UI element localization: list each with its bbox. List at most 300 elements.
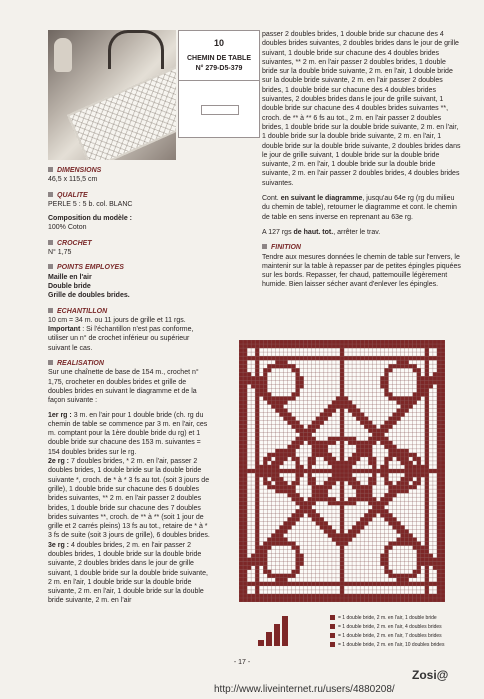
- chart-cell: [316, 421, 320, 425]
- continuation-text: passer 2 doubles brides, 1 double bride sur chacune des 4 doubles brides suivantes, 2 doubles brides dans le jour de grille suivant, 1 double bride sur chacune des 4 doubles brides suivantes, ** 2 m. en l'air passer 2 doubles brides, 1 double bride sur la double bride suivante, 2 m. en l'air, 1 double bride sur la double bride suivante, 2 m. en l'air passer 2 doubles brides, 1 double bride sur chacune des 4 doubles brides suivantes, 2 doubles brides dans le jour de grille suivant, 1 double bride sur chacune des 4 doubles brides suivantes **, croch. de ** à ** 6 fs au tot., 2 m. en l'air passer 2 doubles brides, 1 double bride sur la double bride suivante, 2 m. en l'air, 1 double bride sur la double bride suivante, 2 m. en l'air, 1 double bride sur la double bride suivante, 2 doubles brides dans le jour de grille suivant, 1 double bride sur la double bride suivante, 2 m. en l'air, 1 double bride sur la double bride suivante, 2 m. en l'air passer 2 doubles brides, 4 doubles brides suivantes.: [262, 31, 461, 187]
- chart-cell: [441, 433, 445, 437]
- chart-cell: [296, 473, 300, 477]
- chart-cell: [304, 356, 308, 360]
- chart-cell: [380, 441, 384, 445]
- chart-cell: [243, 521, 247, 525]
- chart-cell: [263, 376, 267, 380]
- chart-cell: [239, 417, 243, 421]
- chart-cell: [308, 582, 312, 586]
- chart-cell: [421, 473, 425, 477]
- chart-cell: [384, 441, 388, 445]
- chart-cell: [287, 582, 291, 586]
- chart-cell: [425, 461, 429, 465]
- chart-cell: [441, 489, 445, 493]
- chart-cell: [296, 477, 300, 481]
- chart-cell: [417, 558, 421, 562]
- chart-cell: [409, 485, 413, 489]
- chart-cell: [413, 473, 417, 477]
- chart-cell: [255, 352, 259, 356]
- chart-cell: [344, 469, 348, 473]
- chart-cell: [243, 404, 247, 408]
- chart-cell: [425, 517, 429, 521]
- chart-cell: [263, 396, 267, 400]
- chart-cell: [376, 505, 380, 509]
- chart-cell: [271, 465, 275, 469]
- chart-cell: [340, 590, 344, 594]
- chart-cell: [356, 441, 360, 445]
- chart-cell: [392, 521, 396, 525]
- chart-cell: [417, 465, 421, 469]
- chart-cell: [364, 441, 368, 445]
- chart-cell: [441, 505, 445, 509]
- chart-cell: [421, 594, 425, 598]
- chart-cell: [421, 465, 425, 469]
- chart-cell: [275, 461, 279, 465]
- chart-cell: [243, 509, 247, 513]
- chart-cell: [243, 574, 247, 578]
- chart-cell: [324, 449, 328, 453]
- chart-cell: [380, 340, 384, 344]
- chart-cell: [239, 340, 243, 344]
- chart-cell: [356, 582, 360, 586]
- chart-cell: [243, 348, 247, 352]
- chart-cell: [397, 469, 401, 473]
- chart-cell: [255, 513, 259, 517]
- chart-cell: [360, 344, 364, 348]
- chart-cell: [433, 356, 437, 360]
- chart-cell: [340, 477, 344, 481]
- chart-cell: [336, 396, 340, 400]
- chart-cell: [324, 457, 328, 461]
- chart-cell: [401, 529, 405, 533]
- chart-cell: [368, 489, 372, 493]
- chart-cell: [388, 340, 392, 344]
- chart-cell: [283, 578, 287, 582]
- chart-cell: [259, 380, 263, 384]
- chart-cell: [308, 425, 312, 429]
- chart-cell: [304, 501, 308, 505]
- chart-cell: [292, 417, 296, 421]
- chart-cell: [300, 509, 304, 513]
- chart-cell: [437, 509, 441, 513]
- chart-cell: [255, 380, 259, 384]
- chart-cell: [263, 384, 267, 388]
- chart-cell: [437, 493, 441, 497]
- chart-cell: [425, 554, 429, 558]
- chart-cell: [300, 558, 304, 562]
- chart-cell: [376, 594, 380, 598]
- chart-cell: [300, 340, 304, 344]
- chart-cell: [324, 481, 328, 485]
- chart-cell: [384, 546, 388, 550]
- chart-cell: [380, 437, 384, 441]
- chart-cell: [340, 558, 344, 562]
- chart-cell: [360, 594, 364, 598]
- chart-cell: [441, 340, 445, 344]
- chart-cell: [271, 404, 275, 408]
- chart-cell: [296, 380, 300, 384]
- chart-cell: [368, 469, 372, 473]
- chart-cell: [324, 529, 328, 533]
- chart-cell: [312, 509, 316, 513]
- chart-cell: [405, 538, 409, 542]
- chart-cell: [279, 364, 283, 368]
- chart-cell: [271, 356, 275, 360]
- chart-cell: [312, 437, 316, 441]
- chart-cell: [255, 525, 259, 529]
- chart-cell: [352, 409, 356, 413]
- chart-cell: [239, 372, 243, 376]
- chart-cell: [437, 360, 441, 364]
- chart-cell: [380, 473, 384, 477]
- chart-cell: [364, 445, 368, 449]
- chart-cell: [401, 525, 405, 529]
- chart-cell: [300, 344, 304, 348]
- chart-cell: [267, 598, 271, 602]
- chart-cell: [239, 485, 243, 489]
- chart-cell: [287, 574, 291, 578]
- chart-cell: [384, 501, 388, 505]
- chart-cell: [397, 457, 401, 461]
- chart-cell: [384, 469, 388, 473]
- chart-cell: [239, 445, 243, 449]
- chart-cell: [340, 409, 344, 413]
- chart-cell: [433, 376, 437, 380]
- chart-cell: [316, 340, 320, 344]
- chart-cell: [348, 457, 352, 461]
- chart-cell: [421, 598, 425, 602]
- composition-label: Composition du modèle :: [48, 215, 132, 223]
- chart-cell: [255, 409, 259, 413]
- legend-swatches: [258, 612, 294, 648]
- chart-cell: [239, 384, 243, 388]
- chart-cell: [340, 453, 344, 457]
- chart-cell: [384, 392, 388, 396]
- chart-cell: [340, 461, 344, 465]
- chart-cell: [405, 396, 409, 400]
- qualite-text: PERLE 5 : 5 b. col. BLANC: [48, 200, 133, 208]
- chart-cell: [340, 392, 344, 396]
- chart-cell: [405, 542, 409, 546]
- chart-cell: [259, 550, 263, 554]
- chart-cell: [304, 429, 308, 433]
- chart-cell: [425, 388, 429, 392]
- chart-cell: [316, 441, 320, 445]
- chart-cell: [368, 449, 372, 453]
- chart-cell: [255, 388, 259, 392]
- chart-cell: [279, 533, 283, 537]
- chart-cell: [344, 501, 348, 505]
- chart-cell: [425, 550, 429, 554]
- chart-cell: [251, 380, 255, 384]
- chart-cell: [425, 538, 429, 542]
- chart-cell: [392, 489, 396, 493]
- chart-cell: [421, 340, 425, 344]
- chart-cell: [243, 409, 247, 413]
- chart-cell: [239, 493, 243, 497]
- chart-cell: [316, 582, 320, 586]
- chart-cell: [441, 586, 445, 590]
- chart-cell: [332, 473, 336, 477]
- chart-cell: [376, 433, 380, 437]
- chart-cell: [255, 453, 259, 457]
- chart-cell: [243, 465, 247, 469]
- chart-cell: [267, 368, 271, 372]
- chart-cell: [441, 542, 445, 546]
- chart-cell: [364, 449, 368, 453]
- chart-cell: [425, 469, 429, 473]
- chart-cell: [247, 582, 251, 586]
- chart-cell: [283, 356, 287, 360]
- chart-cell: [392, 340, 396, 344]
- chart-cell: [255, 574, 259, 578]
- chart-cell: [251, 376, 255, 380]
- chart-cell: [437, 582, 441, 586]
- chart-cell: [405, 473, 409, 477]
- chart-cell: [255, 586, 259, 590]
- chart-cell: [296, 493, 300, 497]
- chart-cell: [275, 356, 279, 360]
- chart-cell: [405, 529, 409, 533]
- chart-cell: [380, 598, 384, 602]
- chart-cell: [425, 425, 429, 429]
- chart-cell: [263, 481, 267, 485]
- chart-cell: [271, 461, 275, 465]
- chart-cell: [364, 493, 368, 497]
- chart-cell: [437, 396, 441, 400]
- chart-cell: [437, 546, 441, 550]
- chart-cell: [441, 477, 445, 481]
- chart-cell: [441, 368, 445, 372]
- chart-cell: [413, 400, 417, 404]
- chart-cell: [263, 469, 267, 473]
- chart-cell: [437, 372, 441, 376]
- chart-cell: [263, 542, 267, 546]
- chart-cell: [425, 360, 429, 364]
- chart-cell: [437, 473, 441, 477]
- chart-cell: [441, 465, 445, 469]
- chart-cell: [401, 481, 405, 485]
- chart-cell: [388, 546, 392, 550]
- chart-cell: [243, 388, 247, 392]
- chart-cell: [296, 517, 300, 521]
- chart-cell: [364, 485, 368, 489]
- chart-cell: [392, 453, 396, 457]
- chart-cell: [397, 360, 401, 364]
- chart-cell: [364, 344, 368, 348]
- chart-cell: [368, 421, 372, 425]
- chart-cell: [344, 465, 348, 469]
- chart-cell: [255, 501, 259, 505]
- chart-cell: [413, 546, 417, 550]
- chart-cell: [388, 570, 392, 574]
- chart-cell: [356, 521, 360, 525]
- chart-cell: [332, 533, 336, 537]
- chart-cell: [348, 340, 352, 344]
- chart-cell: [352, 441, 356, 445]
- chart-cell: [243, 594, 247, 598]
- chart-cell: [417, 473, 421, 477]
- chart-cell: [340, 574, 344, 578]
- chart-cell: [263, 465, 267, 469]
- chart-cell: [433, 598, 437, 602]
- chart-cell: [380, 558, 384, 562]
- chart-cell: [348, 404, 352, 408]
- chart-cell: [425, 352, 429, 356]
- chart-legend: [258, 612, 445, 653]
- chart-cell: [279, 525, 283, 529]
- chart-cell: [437, 348, 441, 352]
- chart-cell: [287, 598, 291, 602]
- chart-cell: [364, 453, 368, 457]
- chart-cell: [388, 469, 392, 473]
- important-text: : Si l'échantillon n'est pas conforme, utiliser un n° de crochet inférieur ou supérieur suivant le cas.: [48, 326, 194, 352]
- chart-cell: [243, 417, 247, 421]
- chart-cell: [243, 384, 247, 388]
- chart-cell: [267, 469, 271, 473]
- chart-cell: [364, 517, 368, 521]
- chart-cell: [255, 590, 259, 594]
- chart-cell: [429, 344, 433, 348]
- chart-cell: [239, 461, 243, 465]
- chart-cell: [417, 550, 421, 554]
- chart-cell: [340, 376, 344, 380]
- chart-cell: [340, 449, 344, 453]
- chart-cell: [324, 417, 328, 421]
- chart-cell: [356, 489, 360, 493]
- chart-cell: [417, 566, 421, 570]
- chart-cell: [360, 582, 364, 586]
- chart-cell: [405, 578, 409, 582]
- chart-cell: [336, 465, 340, 469]
- chart-cell: [437, 525, 441, 529]
- chart-cell: [425, 546, 429, 550]
- chart-cell: [340, 465, 344, 469]
- chart-cell: [425, 542, 429, 546]
- chart-cell: [437, 566, 441, 570]
- chart-cell: [437, 562, 441, 566]
- chart-cell: [243, 356, 247, 360]
- chart-cell: [243, 340, 247, 344]
- chart-cell: [421, 380, 425, 384]
- chart-cell: [372, 340, 376, 344]
- chart-cell: [239, 356, 243, 360]
- chart-cell: [437, 501, 441, 505]
- chart-cell: [356, 481, 360, 485]
- chart-cell: [287, 417, 291, 421]
- chart-cell: [316, 425, 320, 429]
- chart-cell: [425, 348, 429, 352]
- chart-cell: [421, 546, 425, 550]
- chart-cell: [405, 453, 409, 457]
- chart-cell: [243, 566, 247, 570]
- chart-cell: [336, 473, 340, 477]
- chart-cell: [340, 566, 344, 570]
- chart-cell: [360, 469, 364, 473]
- chart-cell: [340, 554, 344, 558]
- chart-cell: [239, 469, 243, 473]
- chart-cell: [356, 449, 360, 453]
- chart-cell: [263, 380, 267, 384]
- chart-cell: [352, 598, 356, 602]
- chart-cell: [239, 429, 243, 433]
- chart-cell: [243, 590, 247, 594]
- chart-cell: [433, 562, 437, 566]
- chart-cell: [267, 364, 271, 368]
- chart-cell: [312, 356, 316, 360]
- chart-cell: [239, 352, 243, 356]
- chart-cell: [417, 376, 421, 380]
- chart-cell: [421, 376, 425, 380]
- chart-cell: [392, 542, 396, 546]
- chart-cell: [308, 465, 312, 469]
- chart-cell: [324, 521, 328, 525]
- chart-cell: [405, 400, 409, 404]
- chart-cell: [401, 574, 405, 578]
- chart-cell: [405, 574, 409, 578]
- chart-cell: [340, 433, 344, 437]
- chart-cell: [300, 562, 304, 566]
- chart-cell: [296, 566, 300, 570]
- chart-cell: [271, 453, 275, 457]
- chart-cell: [271, 396, 275, 400]
- chart-cell: [413, 574, 417, 578]
- chart-cell: [255, 465, 259, 469]
- chart-cell: [292, 582, 296, 586]
- chart-cell: [251, 598, 255, 602]
- legend-item: = 1 double bride, 2 m. en l'air, 1 double bride: [338, 615, 437, 621]
- dimensions-text: 46,5 x 115,5 cm: [48, 176, 98, 184]
- chart-cell: [316, 513, 320, 517]
- chart-cell: [380, 497, 384, 501]
- chart-cell: [296, 429, 300, 433]
- chart-cell: [388, 582, 392, 586]
- chart-cell: [360, 525, 364, 529]
- chart-cell: [304, 598, 308, 602]
- chart-cell: [336, 477, 340, 481]
- chart-cell: [239, 582, 243, 586]
- chart-cell: [255, 505, 259, 509]
- chart-cell: [312, 449, 316, 453]
- finish-b: de haut. tot.: [293, 228, 334, 236]
- chart-cell: [296, 481, 300, 485]
- chart-cell: [324, 469, 328, 473]
- chart-cell: [292, 594, 296, 598]
- chart-cell: [267, 570, 271, 574]
- chart-cell: [372, 582, 376, 586]
- chart-cell: [312, 497, 316, 501]
- chart-cell: [239, 525, 243, 529]
- chart-cell: [239, 521, 243, 525]
- chart-cell: [372, 497, 376, 501]
- chart-cell: [376, 437, 380, 441]
- chart-cell: [344, 582, 348, 586]
- chart-cell: [255, 429, 259, 433]
- chart-cell: [296, 344, 300, 348]
- chart-cell: [401, 344, 405, 348]
- chart-cell: [376, 356, 380, 360]
- chart-cell: [425, 505, 429, 509]
- chart-cell: [368, 356, 372, 360]
- chart-cell: [340, 550, 344, 554]
- chart-cell: [340, 505, 344, 509]
- page-number: - 17 -: [233, 659, 251, 666]
- chart-cell: [392, 445, 396, 449]
- chart-cell: [401, 469, 405, 473]
- chart-cell: [255, 550, 259, 554]
- chart-cell: [437, 413, 441, 417]
- chart-cell: [409, 344, 413, 348]
